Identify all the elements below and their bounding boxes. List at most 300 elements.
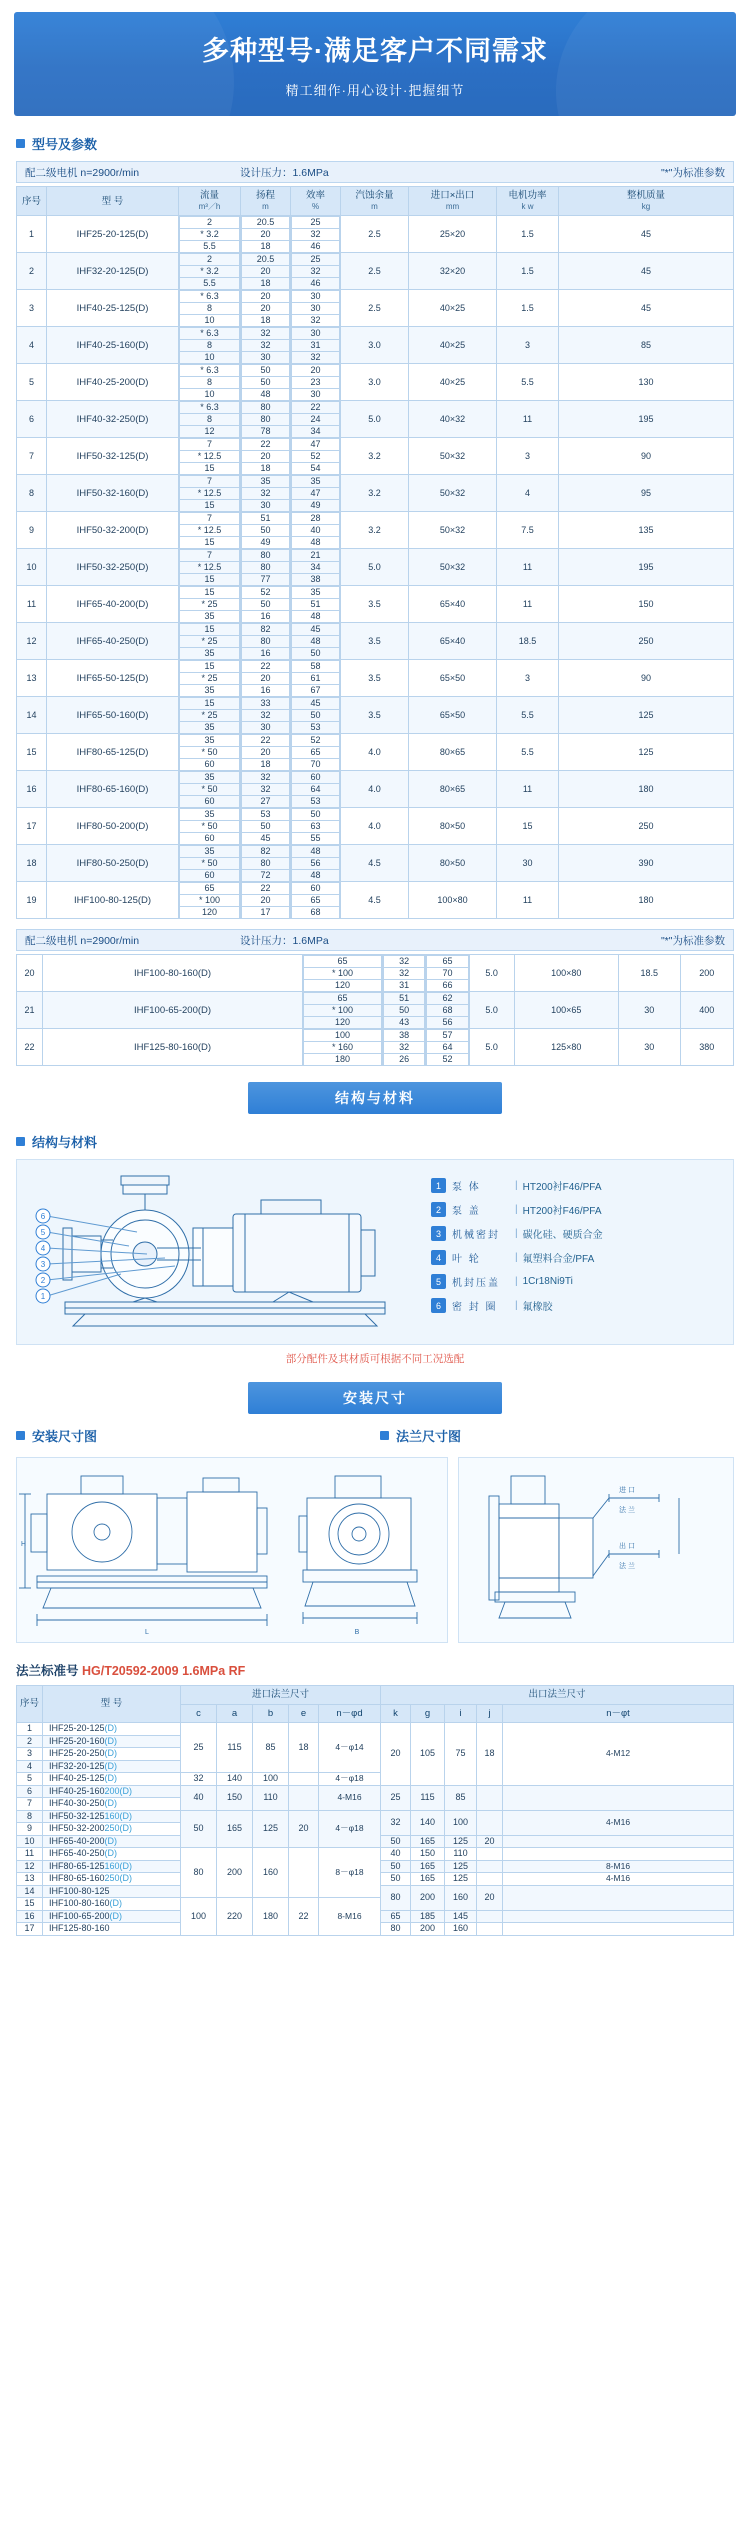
flow: [179, 771, 240, 807]
cell-ports: 80×50: [409, 808, 497, 845]
cell-weight: 180: [559, 882, 734, 919]
flow-value: 7: [180, 476, 240, 488]
svg-text:4: 4: [40, 1244, 46, 1253]
cell-efficiency: [291, 401, 341, 438]
cell-no: 1: [17, 216, 47, 253]
cell-head: [241, 660, 291, 697]
section-heading-spec: [16, 134, 750, 153]
cell-model: IHF65-40-250(D): [47, 623, 179, 660]
cell-ports: 40×25: [409, 364, 497, 401]
flow-value: 120: [304, 1017, 382, 1029]
cell-inlet-a: 220: [217, 1898, 253, 1936]
flow-value: 65: [180, 883, 240, 895]
cell-flow: [179, 845, 241, 882]
flow-value: 7: [180, 513, 240, 525]
cell-outlet-k: 50: [381, 1835, 411, 1848]
cell-model: IHF25-20-125(D): [43, 1723, 181, 1736]
cell-ports: 100×80: [409, 882, 497, 919]
eff: [291, 364, 340, 400]
th-no: 序号: [17, 187, 47, 216]
head: [241, 808, 290, 844]
cell-outlet-g: 185: [411, 1910, 445, 1923]
cell-npsh: 3.2: [341, 438, 409, 475]
flow-value: 65: [304, 993, 382, 1005]
cell-head: [383, 992, 426, 1029]
eff-value: 53: [292, 796, 340, 808]
head-value: 20: [242, 303, 290, 315]
cell-model: IHF65-40-200(D): [43, 1835, 181, 1848]
cell-power: 18.5: [618, 955, 680, 992]
flow-value: * 100: [304, 1005, 382, 1017]
svg-text:5: 5: [40, 1228, 46, 1237]
flow-value: 7: [180, 439, 240, 451]
cell-outlet-i: 160: [445, 1923, 477, 1936]
table-row: [17, 1723, 734, 1736]
flange-drawing-svg: [459, 1458, 729, 1643]
cell-no: 14: [17, 697, 47, 734]
cell-flow: [179, 734, 241, 771]
eff-value: 61: [292, 673, 340, 685]
cell-model: IHF80-65-160(D): [47, 771, 179, 808]
eff-value: 30: [292, 303, 340, 315]
head-value: 50: [384, 1005, 425, 1017]
flow-value: 35: [180, 846, 240, 858]
cell-ports: 40×25: [409, 327, 497, 364]
cell-outlet-i: 75: [445, 1723, 477, 1786]
cell-inlet-c: 50: [181, 1810, 217, 1848]
material-list: [425, 1170, 725, 1322]
flow-value: * 160: [304, 1042, 382, 1054]
table-row: [17, 475, 734, 512]
cell-power: 1.5: [497, 253, 559, 290]
eff-value: 50: [292, 809, 340, 821]
flow-value: 35: [180, 772, 240, 784]
section-heading-structure: [16, 1132, 750, 1151]
cell-outlet-j: 18: [477, 1723, 503, 1786]
cell-ports: 50×32: [409, 549, 497, 586]
th-power: 电机功率 k w: [497, 187, 559, 216]
hero-title: 多种型号·满足客户不同需求: [202, 36, 548, 66]
cell-no: 3: [17, 290, 47, 327]
cell-npsh: 3.5: [341, 660, 409, 697]
cell-inlet-b: 125: [253, 1810, 289, 1848]
cell-npsh: 5.0: [469, 992, 514, 1029]
cell-outlet-j: [477, 1848, 503, 1861]
cell-flow: [179, 697, 241, 734]
eff-value: 32: [292, 266, 340, 278]
flange-dimension-table: [16, 1685, 734, 1936]
cell-ports: 80×50: [409, 845, 497, 882]
cell-head: [241, 734, 291, 771]
cell-inlet-e: 20: [289, 1810, 319, 1848]
cell-head: [241, 549, 291, 586]
th-ports: 进口×出口 mm: [409, 187, 497, 216]
cell-model: IHF80-65-125160(D): [43, 1860, 181, 1873]
cell-head: [241, 327, 291, 364]
eff: [291, 549, 340, 585]
cell-power: 30: [497, 845, 559, 882]
cell-outlet-i: 110: [445, 1848, 477, 1861]
flow: [179, 253, 240, 289]
cell-npsh: 3.2: [341, 512, 409, 549]
material-separator: |: [515, 1228, 518, 1239]
eff-value: 25: [292, 217, 340, 229]
table-row: [17, 438, 734, 475]
cell-outlet-g: 115: [411, 1785, 445, 1810]
table-row: [17, 1810, 734, 1823]
cell-head: [383, 1029, 426, 1066]
cell-head: [241, 475, 291, 512]
eff: [291, 216, 340, 252]
head-value: 30: [242, 352, 290, 364]
hero-subtitle: 精工细作·用心设计·把握细节: [285, 83, 465, 98]
eff-value: 20: [292, 365, 340, 377]
head-value: 48: [242, 389, 290, 401]
cell-efficiency: [291, 290, 341, 327]
eff: [291, 882, 340, 918]
head-value: 80: [242, 550, 290, 562]
flow: [179, 401, 240, 437]
dimension-drawings-row: [16, 1457, 734, 1643]
cell-outlet-g: 105: [411, 1723, 445, 1786]
cell-outlet-g: 200: [411, 1885, 445, 1910]
section-heading-install-label: 安装尺寸图: [32, 1429, 98, 1444]
cell-npsh: 3.0: [341, 364, 409, 401]
eff-value: 46: [292, 278, 340, 290]
cell-npsh: 4.5: [341, 882, 409, 919]
cell-no: 11: [17, 1848, 43, 1861]
cell-outlet-k: 50: [381, 1873, 411, 1886]
material-value: 氟塑料合金/PFA: [522, 1254, 595, 1265]
install-dimension-drawing: [16, 1457, 448, 1643]
head-value: 20: [242, 747, 290, 759]
table-row: [17, 327, 734, 364]
head-value: 27: [242, 796, 290, 808]
cell-outlet-nt: [503, 1885, 734, 1910]
table-row: [17, 660, 734, 697]
section-heading-spec-label: 型号及参数: [32, 137, 98, 152]
flow-value: * 6.3: [180, 365, 240, 377]
th-inlet-group: 进口法兰尺寸: [181, 1686, 381, 1705]
table-row: [17, 1848, 734, 1861]
cell-model: IHF100-65-200(D): [43, 992, 303, 1029]
eff-value: 47: [292, 439, 340, 451]
flow-value: * 50: [180, 747, 240, 759]
svg-text:进 口: 进 口: [619, 1487, 635, 1494]
head-value: 18: [242, 315, 290, 327]
eff-value: 50: [292, 648, 340, 660]
flow-value: 15: [180, 624, 240, 636]
cell-npsh: 2.5: [341, 290, 409, 327]
flow: [179, 216, 240, 252]
cell-inlet-nd: 8－φ18: [319, 1848, 381, 1898]
cell-inlet-e: 18: [289, 1723, 319, 1773]
eff-value: 53: [292, 722, 340, 734]
cell-no: 20: [17, 955, 43, 992]
cell-inlet-c: 80: [181, 1848, 217, 1898]
cell-no: 7: [17, 438, 47, 475]
cell-flow: [179, 882, 241, 919]
svg-text:法 兰: 法 兰: [619, 1563, 635, 1570]
flange-dimension-drawing: [458, 1457, 734, 1643]
flow-value: 8: [180, 414, 240, 426]
cell-efficiency: [291, 475, 341, 512]
cell-no: 2: [17, 253, 47, 290]
head-value: 72: [242, 870, 290, 882]
eff-value: 56: [427, 1017, 468, 1029]
th-head: 扬程 m: [241, 187, 291, 216]
cell-npsh: 5.0: [341, 549, 409, 586]
cell-power: 4: [497, 475, 559, 512]
th-j: j: [477, 1704, 503, 1723]
cell-efficiency: [291, 512, 341, 549]
cell-efficiency: [291, 253, 341, 290]
flow-value: * 100: [180, 895, 240, 907]
cell-power: 15: [497, 808, 559, 845]
material-item: [431, 1178, 725, 1193]
cell-flow: [303, 955, 383, 992]
head: [241, 512, 290, 548]
head-value: 32: [384, 968, 425, 980]
head-value: 32: [242, 328, 290, 340]
cell-flow: [179, 586, 241, 623]
cell-flow: [179, 290, 241, 327]
cell-outlet-k: 80: [381, 1923, 411, 1936]
structure-panel: [16, 1159, 734, 1345]
eff-value: 22: [292, 402, 340, 414]
material-number: 2: [431, 1202, 446, 1217]
cell-outlet-g: 165: [411, 1873, 445, 1886]
th-g: g: [411, 1704, 445, 1723]
cell-no: 9: [17, 1823, 43, 1836]
cell-flow: [179, 327, 241, 364]
cell-outlet-nt: [503, 1910, 734, 1923]
cell-model: IHF100-80-160(D): [43, 1898, 181, 1911]
flow-value: 35: [180, 722, 240, 734]
material-name: 泵 盖: [452, 1206, 481, 1217]
flow-value: 15: [180, 574, 240, 586]
flow-value: 60: [180, 759, 240, 771]
cell-outlet-nt: 4-M16: [503, 1810, 734, 1835]
product-spec-page: [0, 12, 750, 1966]
flow: [303, 1029, 382, 1065]
table-row: [17, 623, 734, 660]
cell-npsh: 3.5: [341, 586, 409, 623]
eff-value: 60: [292, 883, 340, 895]
head-value: 45: [242, 833, 290, 845]
eff-value: 68: [427, 1005, 468, 1017]
table-row: [17, 955, 734, 992]
cell-no: 12: [17, 623, 47, 660]
svg-text:L: L: [145, 1629, 149, 1636]
flow: [179, 512, 240, 548]
flow-value: 12: [180, 426, 240, 438]
cell-efficiency: [291, 882, 341, 919]
head-value: 43: [384, 1017, 425, 1029]
cell-flow: [303, 992, 383, 1029]
flow-value: 65: [304, 956, 382, 968]
cell-head: [241, 586, 291, 623]
eff-value: 31: [292, 340, 340, 352]
flow-value: 35: [180, 809, 240, 821]
cell-weight: 400: [680, 992, 733, 1029]
flow-value: * 25: [180, 599, 240, 611]
head-value: 50: [242, 525, 290, 537]
cell-npsh: 5.0: [341, 401, 409, 438]
head-value: 16: [242, 685, 290, 697]
head-value: 50: [242, 365, 290, 377]
cell-no: 10: [17, 549, 47, 586]
cell-weight: 45: [559, 290, 734, 327]
cell-power: 5.5: [497, 734, 559, 771]
head-value: 80: [242, 402, 290, 414]
cell-outlet-nt: [503, 1835, 734, 1848]
th-e: e: [289, 1704, 319, 1723]
eff: [291, 697, 340, 733]
cell-efficiency: [291, 845, 341, 882]
cell-efficiency: [291, 549, 341, 586]
head: [241, 549, 290, 585]
head-value: 20: [242, 291, 290, 303]
material-item: [431, 1298, 725, 1313]
cell-outlet-k: 65: [381, 1910, 411, 1923]
flow-value: 60: [180, 833, 240, 845]
cell-power: 3: [497, 438, 559, 475]
cell-flow: [179, 771, 241, 808]
material-item: [431, 1226, 725, 1241]
table-row: [17, 882, 734, 919]
eff-value: 51: [292, 599, 340, 611]
cell-outlet-i: 145: [445, 1910, 477, 1923]
eff: [291, 586, 340, 622]
head: [383, 955, 425, 991]
note-pressure: 设计压力：1.6MPa: [240, 166, 329, 179]
cell-head: [241, 401, 291, 438]
eff-value: 30: [292, 291, 340, 303]
flow-value: * 6.3: [180, 291, 240, 303]
cell-ports: 50×32: [409, 438, 497, 475]
eff-value: 67: [292, 685, 340, 697]
cell-inlet-b: 85: [253, 1723, 289, 1773]
cell-flow: [303, 1029, 383, 1066]
cell-no: 21: [17, 992, 43, 1029]
cell-no: 13: [17, 660, 47, 697]
cell-inlet-e: 22: [289, 1898, 319, 1936]
table-row: [17, 1029, 734, 1066]
square-bullet-icon: [16, 1431, 25, 1440]
cell-outlet-g: 150: [411, 1848, 445, 1861]
cell-model: IHF40-25-125(D): [43, 1773, 181, 1786]
cell-outlet-g: 200: [411, 1923, 445, 1936]
head: [241, 586, 290, 622]
eff: [291, 401, 340, 437]
flow-value: * 12.5: [180, 488, 240, 500]
cell-weight: 200: [680, 955, 733, 992]
eff: [426, 955, 468, 991]
eff-value: 65: [292, 747, 340, 759]
head-value: 35: [242, 476, 290, 488]
cell-efficiency: [426, 1029, 469, 1066]
cell-model: IHF80-50-200(D): [47, 808, 179, 845]
material-name: 机封压盖: [452, 1278, 500, 1289]
cell-model: IHF80-50-250(D): [47, 845, 179, 882]
cell-model: IHF32-20-125(D): [47, 253, 179, 290]
head: [241, 697, 290, 733]
note-standard: "*"为标准参数: [660, 166, 725, 179]
head-value: 51: [242, 513, 290, 525]
head-value: 32: [384, 1042, 425, 1054]
flow-value: * 6.3: [180, 402, 240, 414]
th-outlet-group: 出口法兰尺寸: [381, 1686, 734, 1705]
head-value: 49: [242, 537, 290, 549]
flange-standard-heading: [16, 1661, 734, 1679]
flow-value: 100: [304, 1030, 382, 1042]
flow: [179, 882, 240, 918]
svg-text:出 口: 出 口: [619, 1543, 635, 1550]
head-value: 16: [242, 648, 290, 660]
head-value: 32: [384, 956, 425, 968]
cell-inlet-nd: 8-M16: [319, 1898, 381, 1936]
material-value: HT200衬F46/PFA: [522, 1182, 602, 1193]
th-flow: 流量 m³／h: [179, 187, 241, 216]
svg-text:3: 3: [40, 1260, 46, 1269]
eff: [291, 438, 340, 474]
table-row: [17, 290, 734, 327]
table-row: [17, 401, 734, 438]
cell-outlet-k: 32: [381, 1810, 411, 1835]
cell-flow: [179, 364, 241, 401]
cell-efficiency: [291, 808, 341, 845]
material-separator: |: [515, 1252, 518, 1263]
cell-efficiency: [291, 438, 341, 475]
eff-value: 49: [292, 500, 340, 512]
head-value: 20: [242, 895, 290, 907]
table-row: [17, 771, 734, 808]
cell-model: IHF50-32-160(D): [47, 475, 179, 512]
cell-npsh: 4.0: [341, 771, 409, 808]
cell-power: 3: [497, 327, 559, 364]
flow-value: 120: [180, 907, 240, 919]
cell-outlet-i: 100: [445, 1810, 477, 1835]
note-motor-2: 配二级电机 n=2900r/min: [25, 934, 140, 947]
table-row: [17, 697, 734, 734]
eff-value: 40: [292, 525, 340, 537]
cell-outlet-k: 80: [381, 1885, 411, 1910]
head-value: 30: [242, 722, 290, 734]
eff: [291, 290, 340, 326]
cell-inlet-e: [289, 1773, 319, 1786]
flow: [303, 955, 382, 991]
flow-value: * 3.2: [180, 229, 240, 241]
head-value: 18: [242, 278, 290, 290]
structure-note: 部分配件及其材质可根据不同工况选配: [285, 1353, 465, 1365]
material-value: HT200衬F46/PFA: [522, 1206, 602, 1217]
material-number: 4: [431, 1250, 446, 1265]
cell-outlet-i: 125: [445, 1873, 477, 1886]
cell-model: IHF65-40-200(D): [47, 586, 179, 623]
cell-npsh: 3.5: [341, 623, 409, 660]
head-value: 22: [242, 883, 290, 895]
head: [241, 845, 290, 881]
material-number: 1: [431, 1178, 446, 1193]
svg-text:2: 2: [40, 1276, 46, 1285]
cell-no: 4: [17, 327, 47, 364]
cell-efficiency: [291, 364, 341, 401]
head: [241, 401, 290, 437]
cell-no: 22: [17, 1029, 43, 1066]
cell-efficiency: [426, 992, 469, 1029]
square-bullet-icon: [380, 1431, 389, 1440]
